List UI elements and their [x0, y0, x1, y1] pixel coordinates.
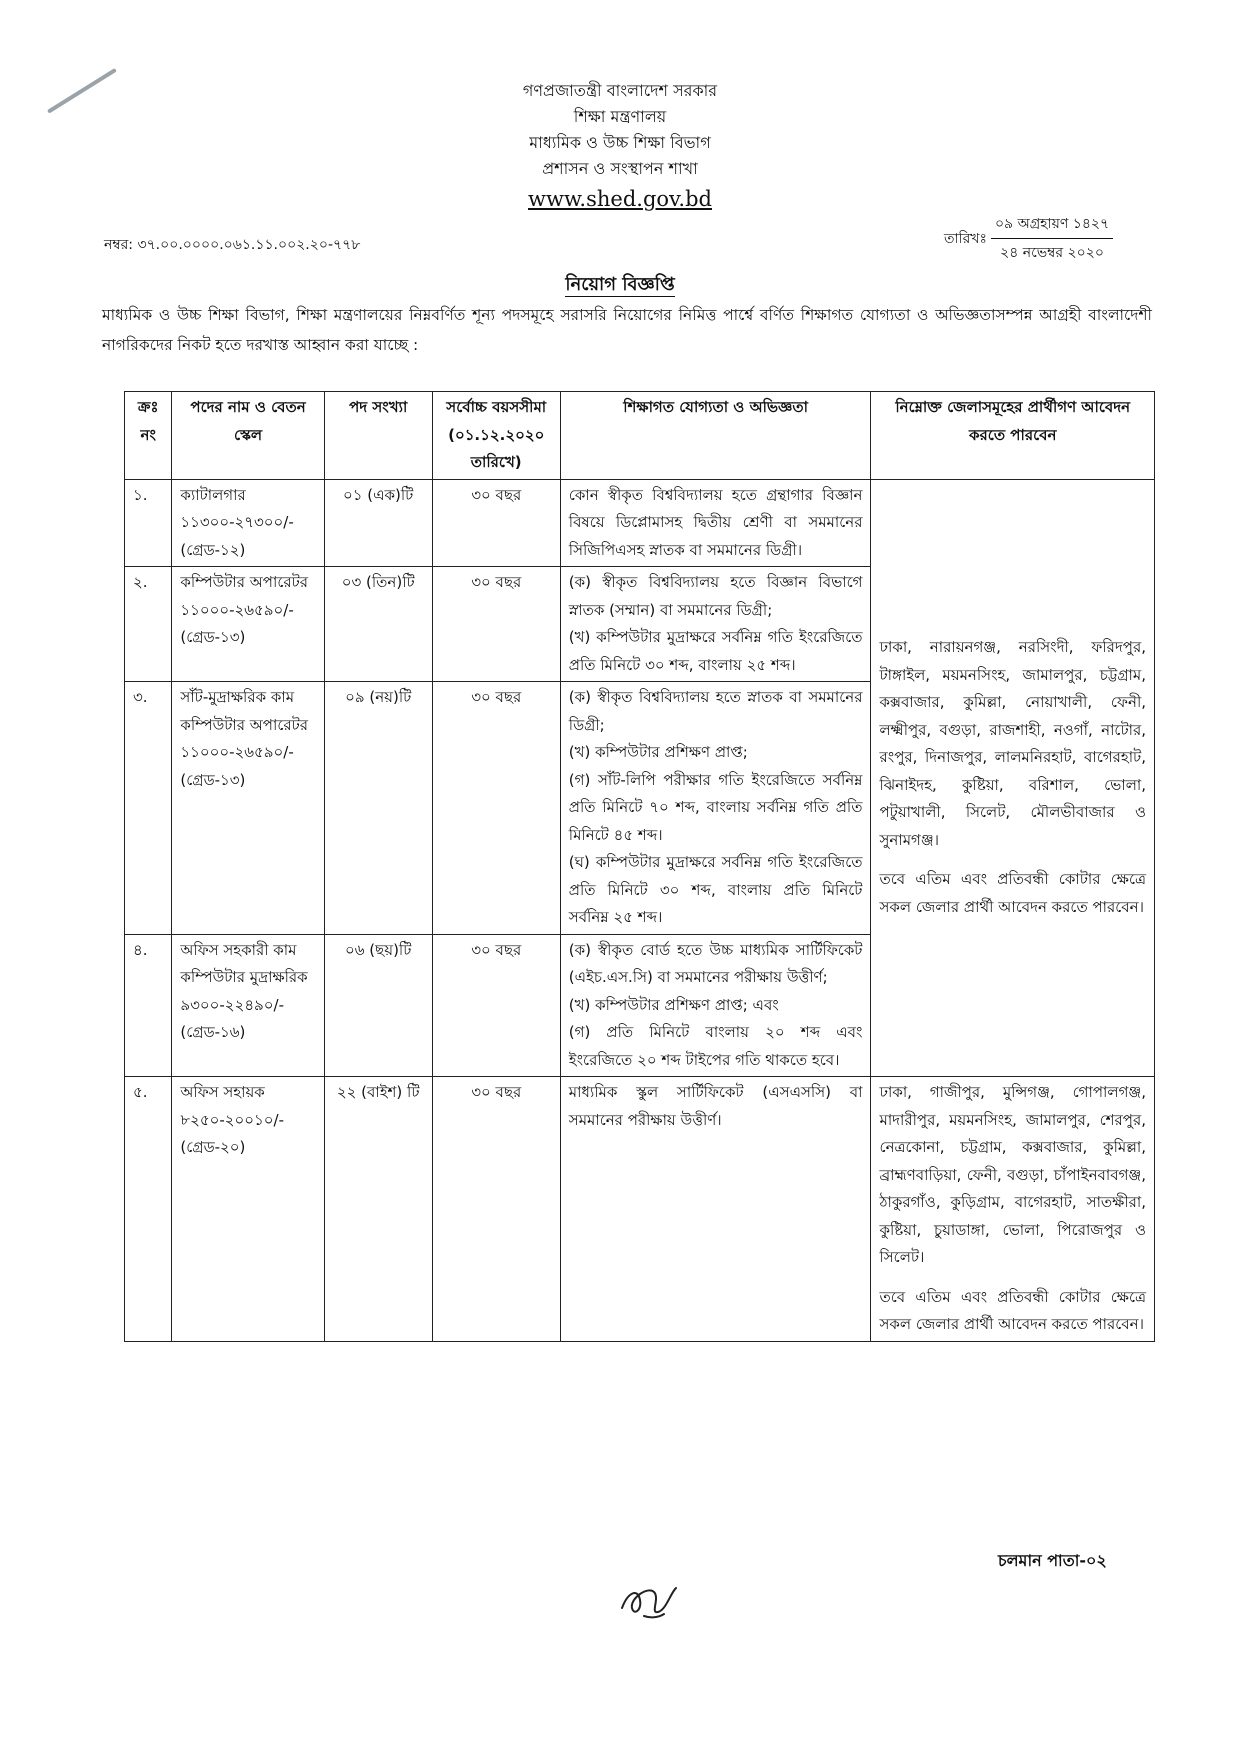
- date-block: [944, 212, 1113, 265]
- row-qualification: মাধ্যমিক স্কুল সার্টিফিকেট (এসএসসি) বা সমমানের পরীক্ষায় উত্তীর্ণ।: [560, 1077, 871, 1342]
- header-post-count: পদ সংখ্যা: [324, 392, 432, 480]
- district-list-2: ঢাকা, গাজীপুর, মুন্সিগঞ্জ, গোপালগঞ্জ, মাদারীপুর, ময়মনসিংহ, জামালপুর, শেরপুর, নেত্রকোনা, চট্টগ্রাম, কক্সবাজার, কুমিল্লা, ব্রাহ্মণবাড়িয়া, ফেনী, বগুড়া, চাঁপাইনবাবগঞ্জ, ঠাকুরগাঁও, কুড়িগ্রাম, বাগেরহাট, সাতক্ষীরা, কুষ্টিয়া, চুয়াডাঙ্গা, ভোলা, পিরোজপুর ও সিলেট।: [879, 1083, 1146, 1266]
- row-qualification: কোন স্বীকৃত বিশ্ববিদ্যালয় হতে গ্রন্থাগার বিজ্ঞান বিষয়ে ডিপ্লোমাসহ দ্বিতীয় শ্রেণী বা সমমানের সিজিপিএসহ স্নাতক বা সমমানের ডিগ্রী।: [560, 479, 871, 567]
- row-post-count: ২২ (বাইশ) টি: [324, 1077, 432, 1342]
- row-post-count: ০৩ (তিন)টি: [324, 567, 432, 682]
- row-post-name: কম্পিউটার অপারেটর ১১০০০-২৬৫৯০/- (গ্রেড-১৩): [172, 567, 324, 682]
- notice-title-text: নিয়োগ বিজ্ঞপ্তি: [565, 274, 675, 295]
- table-row: [125, 1077, 1155, 1342]
- intro-paragraph: মাধ্যমিক ও উচ্চ শিক্ষা বিভাগ, শিক্ষা মন্ত্রণালয়ের নিম্নবর্ণিত শূন্য পদসমূহে সরাসরি নিয়োগের নিমিত্ত পার্শ্বে বর্ণিত শিক্ষাগত যোগ্যতা ও অভিজ্ঞতাসম্পন্ন আগ্রহী বাংলাদেশী নাগরিকদের নিকট হতে দরখাস্ত আহ্বান করা যাচ্ছে :: [102, 306, 1152, 354]
- row-age-limit: ৩০ বছর: [432, 934, 560, 1077]
- signature-icon: [614, 1578, 684, 1624]
- row-sl: ২.: [125, 567, 172, 682]
- row-age-limit: ৩০ বছর: [432, 682, 560, 935]
- row-age-limit: ৩০ বছর: [432, 479, 560, 567]
- row-qualification: (ক) স্বীকৃত বোর্ড হতে উচ্চ মাধ্যমিক সার্টিফিকেট (এইচ.এস.সি) বা সমমানের পরীক্ষায় উত্তীর্ণ; (খ) কম্পিউটার প্রশিক্ষণ প্রাপ্ত; এবং (গ) প্রতি মিনিটে বাংলায় ২০ শব্দ এবং ইংরেজিতে ২০ শব্দ টাইপের গতি থাকতে হবে।: [560, 934, 871, 1077]
- districts-group-2: [871, 1077, 1155, 1342]
- header-districts: নিম্নোক্ত জেলাসমূহের প্রার্থীগণ আবেদন করতে পারবেন: [871, 392, 1155, 480]
- government-name: গণপ্রজাতন্ত্রী বাংলাদেশ সরকার: [522, 81, 718, 100]
- header-qualification: শিক্ষাগত যোগ্যতা ও অভিজ্ঞতা: [560, 392, 871, 480]
- posts-table: [124, 391, 1155, 1342]
- continued-page-label: চলমান পাতা-০২: [998, 1551, 1107, 1570]
- ministry-name: শিক্ষা মন্ত্রণালয়: [573, 107, 667, 126]
- memo-number: নম্বর: ৩৭.০০.০০০০.০৬১.১১.০০২.২০-৭৭৮: [104, 237, 361, 253]
- notice-title: [0, 270, 1240, 301]
- row-post-count: ০১ (এক)টি: [324, 479, 432, 567]
- row-post-name: অফিস সহকারী কাম কম্পিউটার মুদ্রাক্ষরিক ৯৩০০-২২৪৯০/- (গ্রেড-১৬): [172, 934, 324, 1077]
- dates: [991, 212, 1113, 265]
- branch-name: প্রশাসন ও সংস্থাপন শাখা: [542, 159, 698, 178]
- row-post-count: ০৯ (নয়)টি: [324, 682, 432, 935]
- row-post-name: অফিস সহায়ক ৮২৫০-২০০১০/- (গ্রেড-২০): [172, 1077, 324, 1342]
- english-date: ২৪ নভেম্বর ২০২০: [1000, 245, 1104, 261]
- districts-group-1: [871, 479, 1155, 1077]
- pencil-mark-icon: [47, 68, 117, 114]
- division-name: মাধ্যমিক ও উচ্চ শিক্ষা বিভাগ: [529, 133, 711, 152]
- header-age-limit: সর্বোচ্চ বয়সসীমা (০১.১২.২০২০ তারিখে): [432, 392, 560, 480]
- row-sl: ১.: [125, 479, 172, 567]
- bangla-date: ০৯ অগ্রহায়ণ ১৪২৭: [991, 212, 1113, 239]
- row-post-name: ক্যাটালগার ১১৩০০-২৭৩০০/- (গ্রেড-১২): [172, 479, 324, 567]
- letterhead: [420, 78, 820, 214]
- row-sl: ৩.: [125, 682, 172, 935]
- row-qualification: (ক) স্বীকৃত বিশ্ববিদ্যালয় হতে বিজ্ঞান বিভাগে স্নাতক (সম্মান) বা সমমানের ডিগ্রী; (খ) কম্পিউটার মুদ্রাক্ষরে সর্বনিম্ন গতি ইংরেজিতে প্রতি মিনিটে ৩০ শব্দ, বাংলায় ২৫ শব্দ।: [560, 567, 871, 682]
- quota-note-2: তবে এতিম এবং প্রতিবন্ধী কোটার ক্ষেত্রে সকল জেলার প্রার্থী আবেদন করতে পারবেন।: [879, 1287, 1146, 1333]
- row-sl: ৪.: [125, 934, 172, 1077]
- date-label: তারিখঃ: [944, 230, 987, 247]
- quota-note-1: তবে এতিম এবং প্রতিবন্ধী কোটার ক্ষেত্রে সকল জেলার প্রার্থী আবেদন করতে পারবেন।: [879, 870, 1146, 916]
- table-row: [125, 479, 1155, 567]
- table-header-row: [125, 392, 1155, 480]
- header-post-name: পদের নাম ও বেতন স্কেল: [172, 392, 324, 480]
- row-age-limit: ৩০ বছর: [432, 1077, 560, 1342]
- row-age-limit: ৩০ বছর: [432, 567, 560, 682]
- row-post-name: সাঁট-মুদ্রাক্ষরিক কাম কম্পিউটার অপারেটর ১১০০০-২৬৫৯০/- (গ্রেড-১৩): [172, 682, 324, 935]
- website-link[interactable]: www.shed.gov.bd: [528, 187, 712, 211]
- row-sl: ৫.: [125, 1077, 172, 1342]
- header-sl: ক্রঃ নং: [125, 392, 172, 480]
- row-post-count: ০৬ (ছয়)টি: [324, 934, 432, 1077]
- district-list-1: ঢাকা, নারায়নগঞ্জ, নরসিংদী, ফরিদপুর, টাঙ্গাইল, ময়মনসিংহ, জামালপুর, চট্টগ্রাম, কক্সবাজার, কুমিল্লা, নোয়াখালী, ফেনী, লক্ষ্মীপুর, বগুড়া, রাজশাহী, নওগাঁ, নাটোর, রংপুর, দিনাজপুর, লালমনিরহাট, বাগেরহাট, ঝিনাইদহ, কুষ্টিয়া, বরিশাল, ভোলা, পটুয়াখালী, সিলেট, মৌলভীবাজার ও সুনামগঞ্জ।: [879, 638, 1146, 849]
- row-qualification: (ক) স্বীকৃত বিশ্ববিদ্যালয় হতে স্নাতক বা সমমানের ডিগ্রী; (খ) কম্পিউটার প্রশিক্ষণ প্রাপ্ত; (গ) সাঁট-লিপি পরীক্ষার গতি ইংরেজিতে সর্বনিম্ন প্রতি মিনিটে ৭০ শব্দ, বাংলায় সর্বনিম্ন গতি প্রতি মিনিটে ৪৫ শব্দ। (ঘ) কম্পিউটার মুদ্রাক্ষরে সর্বনিম্ন গতি ইংরেজিতে প্রতি মিনিটে ৩০ শব্দ, বাংলায় প্রতি মিনিটে সর্বনিম্ন ২৫ শব্দ।: [560, 682, 871, 935]
